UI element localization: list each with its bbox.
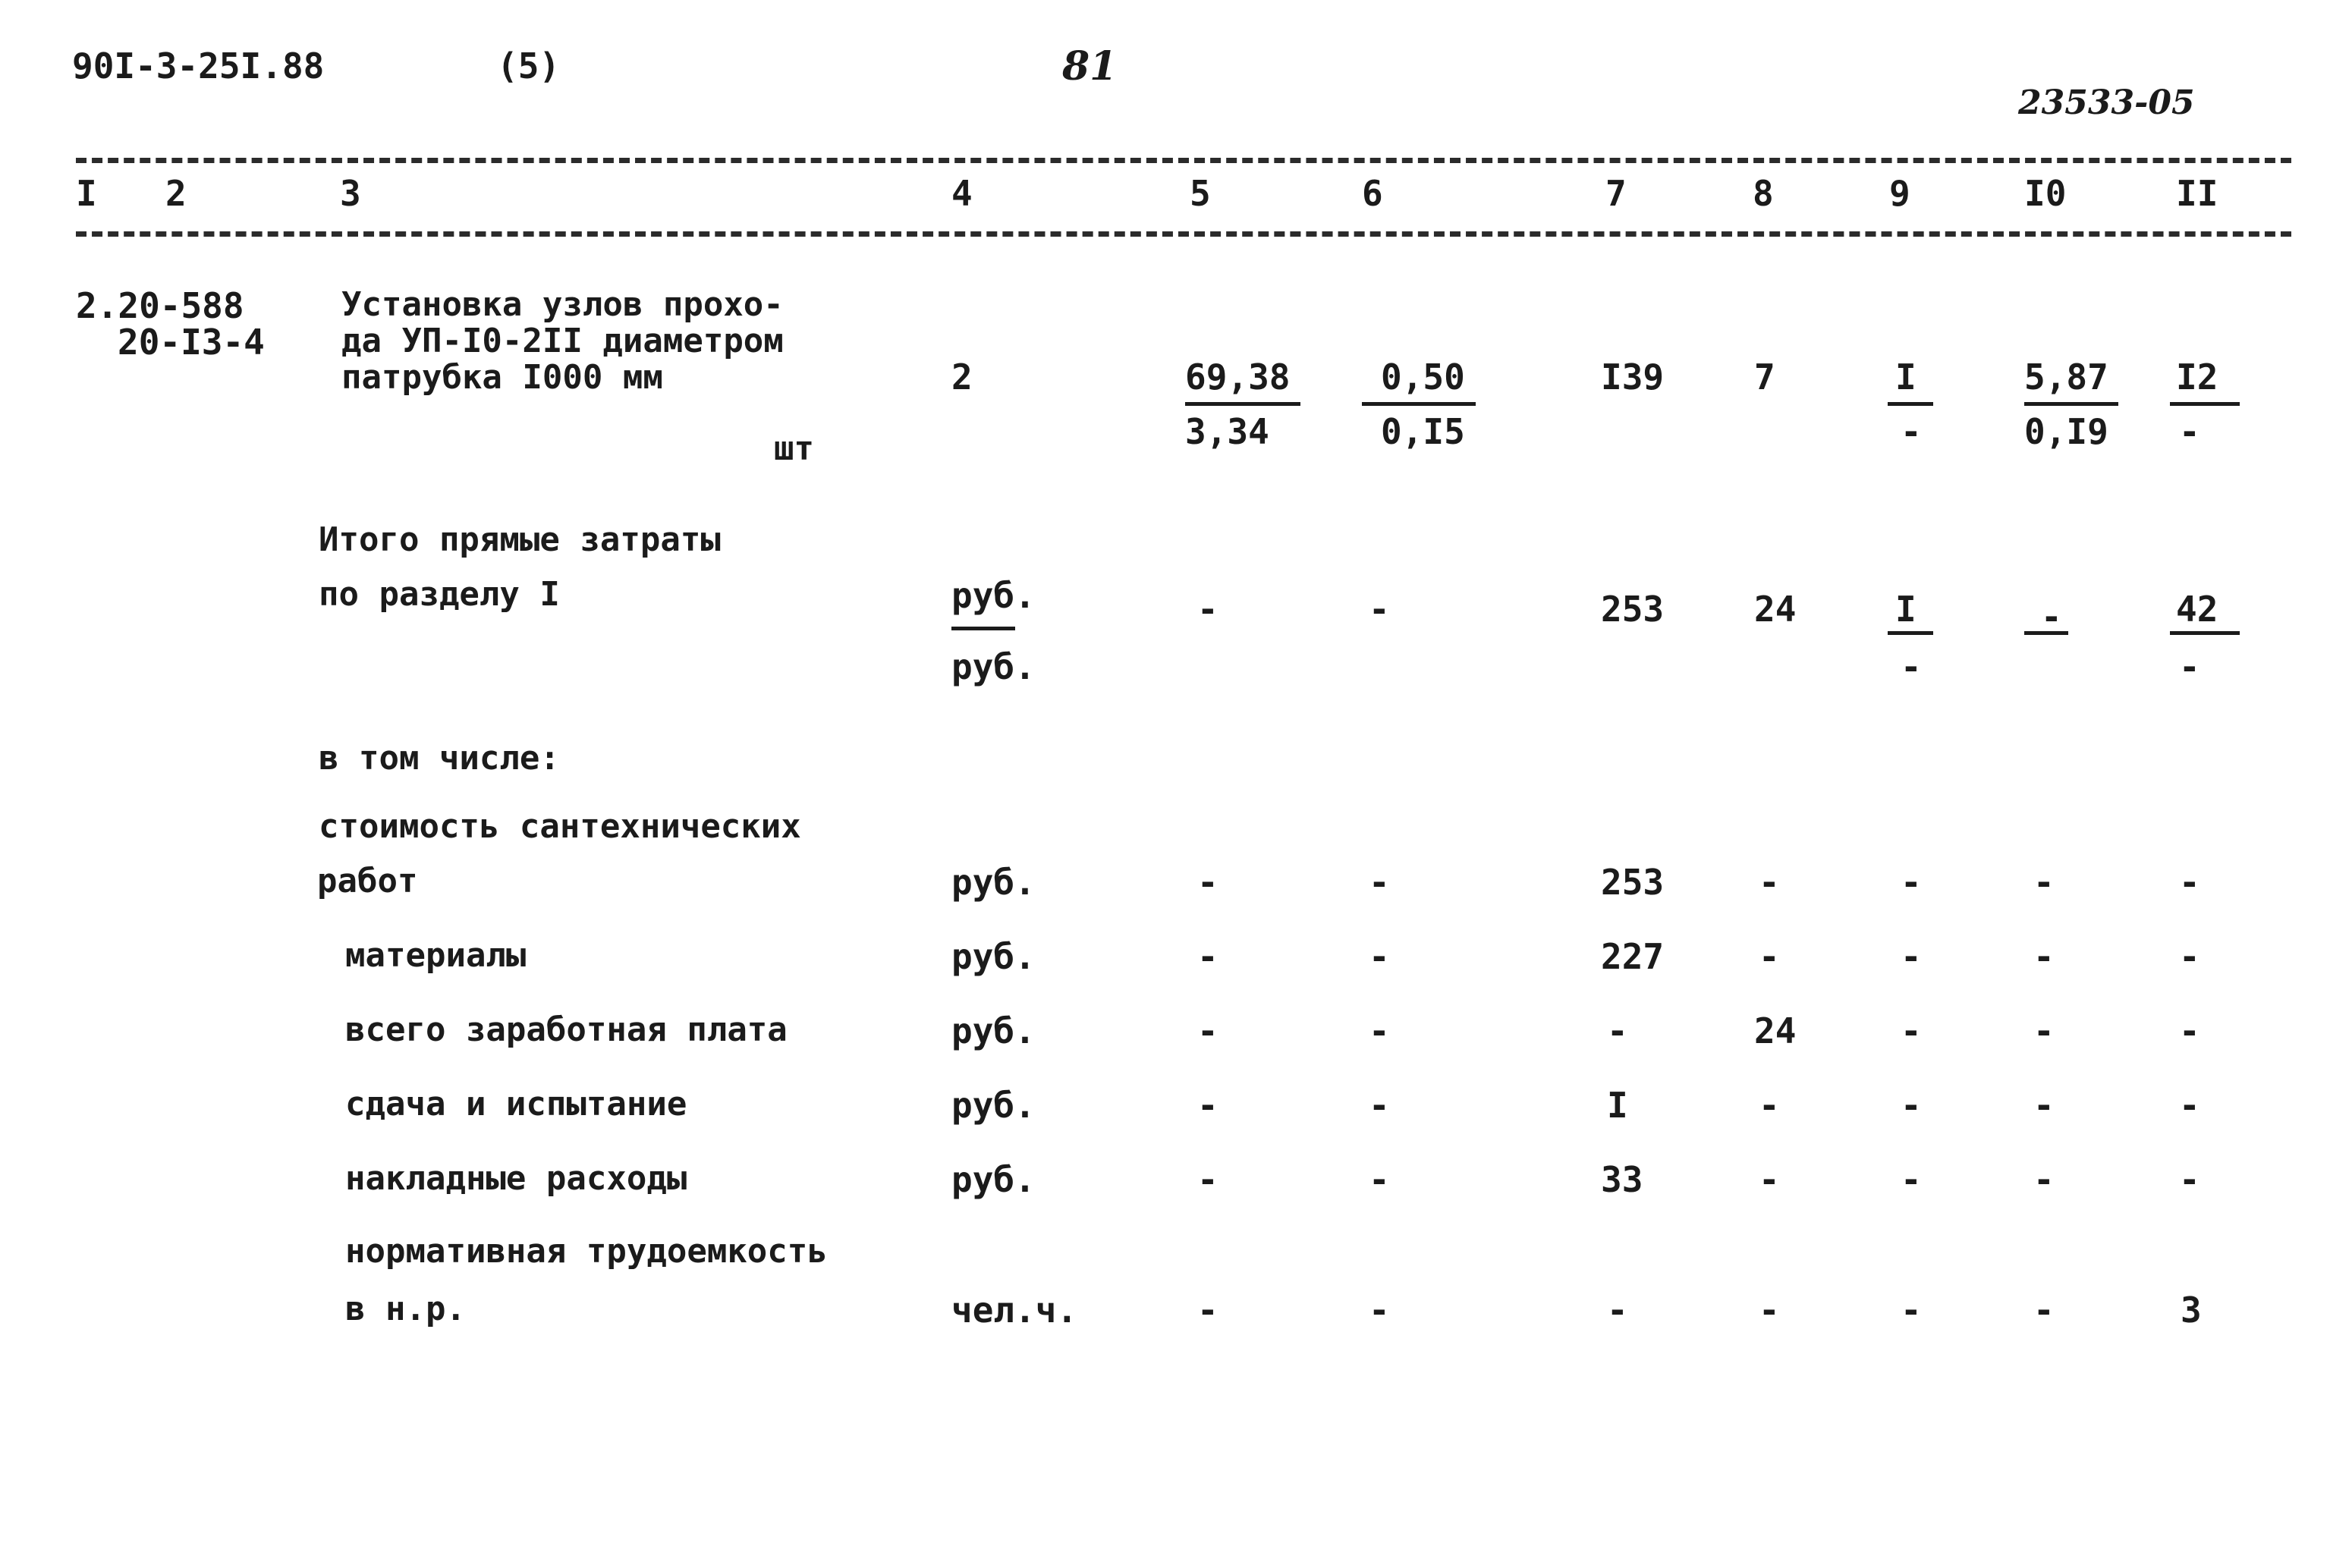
fraction-bar [1362,402,1476,406]
row-col11: - [2179,862,2200,903]
row-col6: - [1369,936,1390,977]
row-col6: - [1369,1159,1390,1200]
row-col7: - [1607,1010,1628,1051]
fraction-bar [2024,402,2118,406]
total-col9-bottom: - [1901,646,1922,687]
row-col9: - [1901,1290,1922,1331]
row-col5: - [1197,862,1218,903]
column-header: 3 [340,173,361,214]
row-col5: - [1197,1290,1218,1331]
row-col11: - [2179,1010,2200,1051]
item-quantity: 2 [951,357,973,397]
row-col7: 33 [1601,1159,1643,1200]
column-header: 8 [1753,173,1774,214]
column-header: I [76,173,97,214]
page-number: 81 [1062,43,1118,90]
row-col9: - [1901,1085,1922,1126]
fraction-bar [1888,402,1933,406]
total-machines: I [1895,357,1917,397]
row-unit: руб. [951,862,1036,903]
item-code: 2.20-588 [76,285,244,326]
row-col8: - [1759,862,1780,903]
column-header: 4 [951,173,973,214]
row-col11: 3 [2181,1290,2202,1331]
row-col10: - [2033,862,2055,903]
column-header: II [2176,173,2218,214]
total-col11-bottom: - [2179,646,2200,687]
item-name-line3: патрубка I000 мм [341,358,663,397]
item-unit: шт [774,429,814,468]
fraction-bar [2170,631,2240,635]
unit-cost-machines-wage: 0,I5 [1381,411,1465,452]
row-unit: руб. [951,1010,1036,1051]
row-col6: - [1369,1010,1390,1051]
total-col8: 24 [1754,589,1797,630]
row-col6: - [1369,1290,1390,1331]
column-header: I0 [2024,173,2067,214]
total-machines-wage: - [1901,411,1922,452]
column-header: 7 [1605,173,1627,214]
row-col11: - [2179,936,2200,977]
row-col5: - [1197,1159,1218,1200]
total-col10: - [2041,596,2062,637]
item-code-sub: 20-I3-4 [118,322,265,363]
row-col9: - [1901,1010,1922,1051]
row-col8: - [1759,1159,1780,1200]
total-cost: I39 [1601,357,1665,397]
labor-per-unit: 5,87 [2024,357,2108,397]
row-col8: 24 [1754,1010,1797,1051]
row-col10: - [2033,1159,2055,1200]
unit-cost-total: 69,38 [1185,357,1291,397]
fraction-bar [1185,402,1300,406]
column-header: 9 [1889,173,1910,214]
row-label: всего заработная плата [345,1010,788,1049]
unit-cost-wage: 3,34 [1185,411,1269,452]
row-col11: - [2179,1159,2200,1200]
row-unit: руб. [951,1085,1036,1126]
header-bottom-rule [76,231,2291,237]
unit-cost-machines: 0,50 [1381,357,1465,397]
row-label: сдача и испытание [345,1085,687,1123]
row-col10: - [2033,1010,2055,1051]
total-col6: - [1369,589,1390,630]
fraction-bar [1888,631,1933,635]
row-label-cont: работ [317,862,418,900]
total-col9-top: I [1895,589,1917,630]
row-label: стоимость сантехнических [319,807,801,846]
row-col10: - [2033,1085,2055,1126]
row-col7: 253 [1601,862,1665,903]
total-label-line1: Итого прямые затраты [319,520,721,559]
row-label: материалы [345,936,527,975]
labor-machines-total: - [2179,411,2200,452]
row-label-cont: в н.р. [345,1290,466,1328]
inventory-number: 23533-05 [2018,83,2195,122]
row-col5: - [1197,1085,1218,1126]
row-unit: чел.ч. [951,1290,1078,1331]
row-col8: - [1759,1085,1780,1126]
item-name-line2: да УП-I0-2II диаметром [341,322,784,360]
header-top-rule [76,158,2291,163]
fraction-bar [951,627,1015,630]
including-label: в том числе: [319,739,560,778]
labor-total: I2 [2176,357,2218,397]
row-col8: - [1759,1290,1780,1331]
row-unit: руб. [951,1159,1036,1200]
total-unit-top: руб. [951,575,1036,616]
total-wage: 7 [1754,357,1775,397]
row-col9: - [1901,862,1922,903]
total-col5: - [1197,589,1218,630]
total-unit-bottom: руб. [951,646,1036,687]
row-col9: - [1901,936,1922,977]
row-col5: - [1197,1010,1218,1051]
row-col7: - [1607,1290,1628,1331]
row-col6: - [1369,1085,1390,1126]
row-col9: - [1901,1159,1922,1200]
total-label-line2: по разделу I [319,575,560,614]
labor-machines-per-unit: 0,I9 [2024,411,2108,452]
column-header: 6 [1362,173,1383,214]
part-number: (5) [497,46,561,86]
column-header: 2 [165,173,187,214]
row-col5: - [1197,936,1218,977]
total-col7: 253 [1601,589,1665,630]
fraction-bar [2024,631,2068,635]
row-col10: - [2033,936,2055,977]
row-col7: 227 [1601,936,1665,977]
column-header: 5 [1190,173,1211,214]
row-label: нормативная трудоемкость [345,1232,828,1271]
row-col7: I [1607,1085,1628,1126]
row-col8: - [1759,936,1780,977]
fraction-bar [2170,402,2240,406]
item-name-line1: Установка узлов прохо- [341,285,784,324]
row-label: накладные расходы [345,1159,687,1198]
row-col11: - [2179,1085,2200,1126]
row-unit: руб. [951,936,1036,977]
row-col10: - [2033,1290,2055,1331]
document-code: 90I-3-25I.88 [72,46,325,86]
total-col11-top: 42 [2176,589,2218,630]
row-col6: - [1369,862,1390,903]
